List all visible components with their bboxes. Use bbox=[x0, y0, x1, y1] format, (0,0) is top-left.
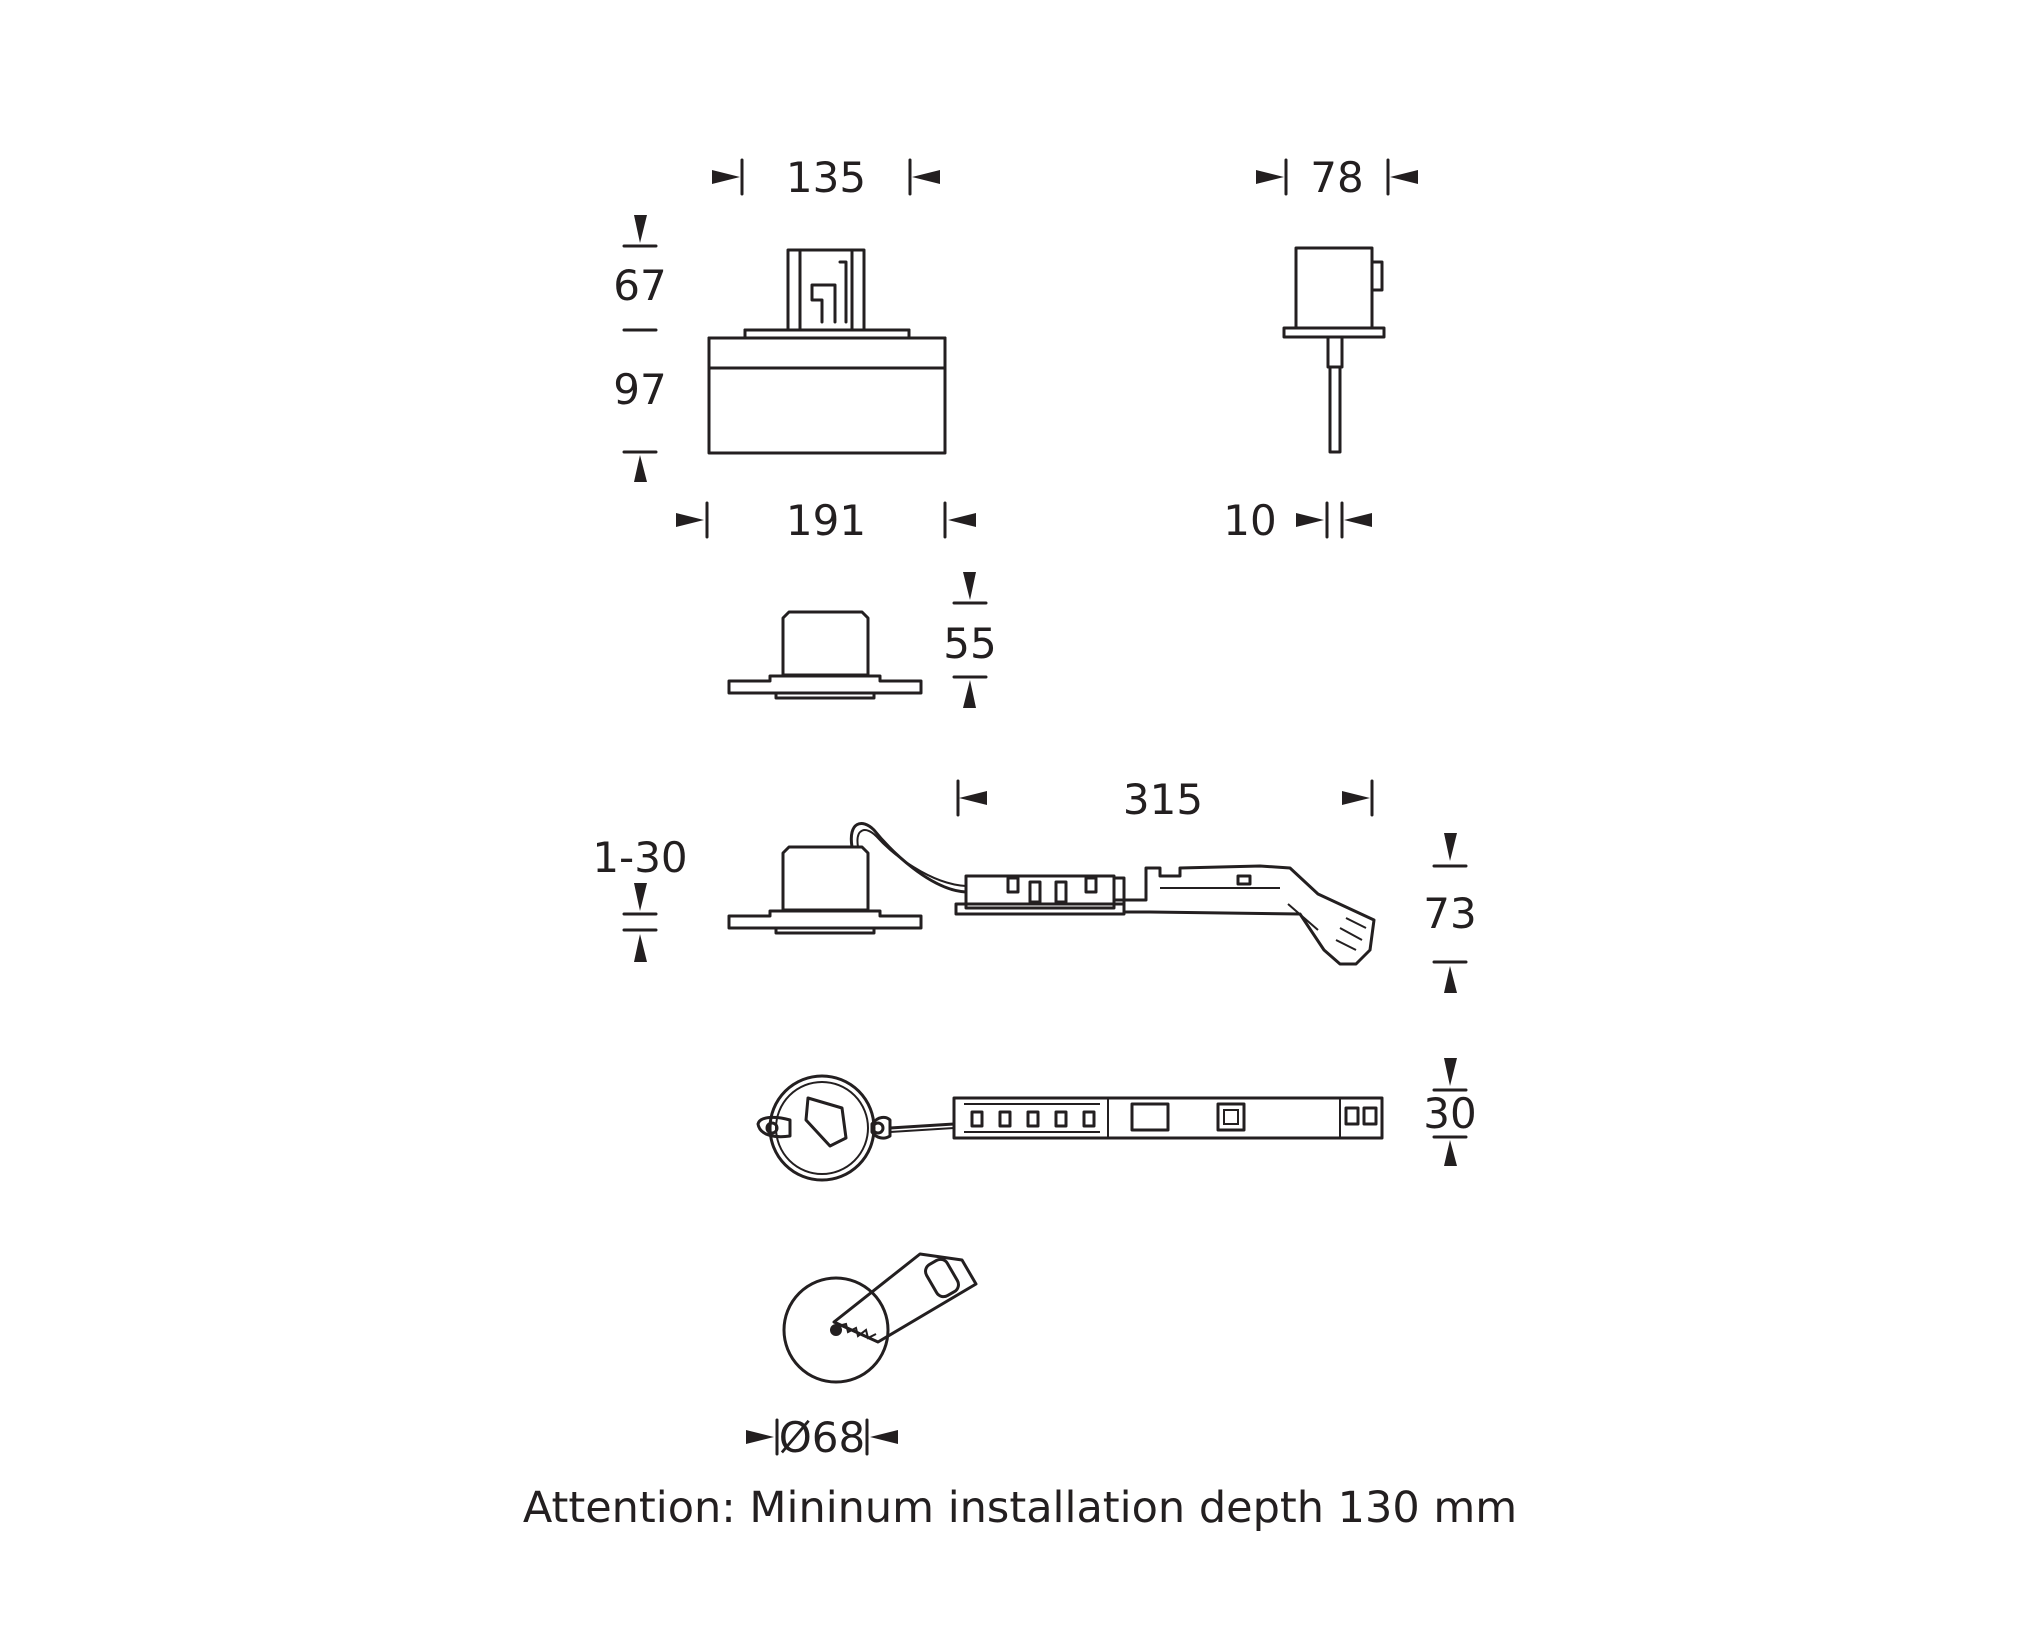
housing-view bbox=[729, 612, 921, 698]
dimension-55 bbox=[943, 572, 996, 708]
dimension-315 bbox=[958, 775, 1372, 824]
dim-67-label: 67 bbox=[613, 261, 667, 310]
saw-icon bbox=[830, 1254, 976, 1342]
dimension-30 bbox=[1423, 1058, 1476, 1166]
dim-55-label: 55 bbox=[943, 619, 997, 668]
dimension-191 bbox=[676, 496, 976, 545]
dim-10-label: 10 bbox=[1223, 496, 1277, 545]
dim-191-label: 191 bbox=[785, 496, 867, 545]
dimension-diameter-68 bbox=[746, 1413, 898, 1462]
cutout-view bbox=[784, 1254, 976, 1382]
dimension-1-30 bbox=[592, 833, 687, 962]
side-view bbox=[1284, 248, 1384, 452]
dim-315-label: 315 bbox=[1122, 775, 1204, 824]
top-view bbox=[758, 1076, 1382, 1180]
installation-note: Attention: Mininum installation depth 130 mm bbox=[522, 1483, 1518, 1533]
dimension-67-97 bbox=[613, 215, 666, 482]
dimension-10 bbox=[1223, 496, 1372, 545]
dim-68-label: Ø68 bbox=[778, 1413, 866, 1462]
dimension-78 bbox=[1256, 153, 1418, 202]
assembly-side-view bbox=[729, 823, 1374, 964]
dim-97-label: 97 bbox=[613, 365, 667, 414]
dimension-135 bbox=[712, 153, 940, 202]
dim-73-label: 73 bbox=[1423, 889, 1477, 938]
dim-78-label: 78 bbox=[1310, 153, 1364, 202]
dim-30-label: 30 bbox=[1423, 1089, 1477, 1138]
dim-1-30-label: 1-30 bbox=[592, 833, 688, 882]
dim-135-label: 135 bbox=[785, 153, 867, 202]
dimension-73 bbox=[1423, 833, 1476, 993]
front-view bbox=[709, 250, 945, 453]
